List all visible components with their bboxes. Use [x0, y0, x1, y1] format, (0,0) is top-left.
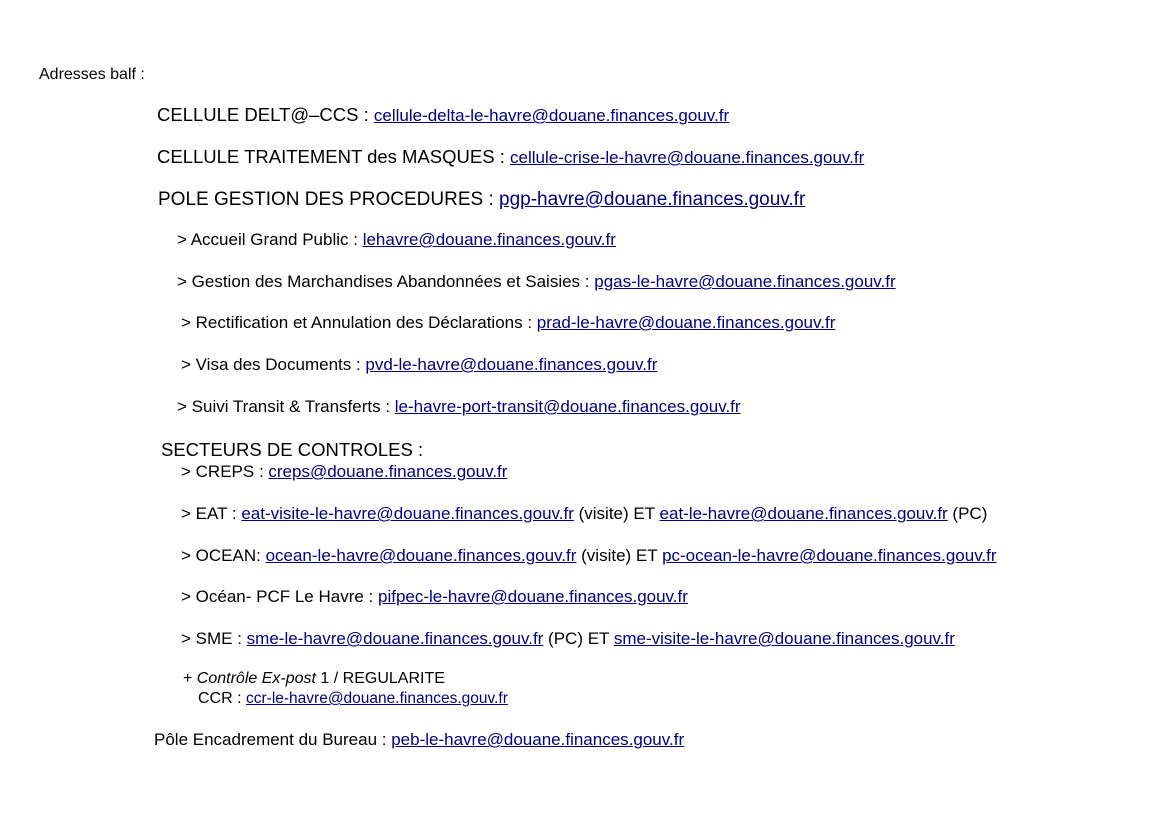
marchandises-email-link[interactable]: pgas-le-havre@douane.finances.gouv.fr — [594, 272, 896, 291]
sme-visite-email-link[interactable]: sme-visite-le-havre@douane.finances.gouv.fr — [613, 629, 955, 648]
ocean-pc-email-link[interactable]: pc-ocean-le-havre@douane.finances.gouv.fr — [662, 546, 997, 565]
pole-encadrement-row — [154, 731, 684, 748]
transit-row — [177, 398, 741, 415]
rectification-email-link[interactable]: prad-le-havre@douane.finances.gouv.fr — [536, 313, 836, 332]
pole-gestion-row — [158, 190, 805, 209]
cellule-masques-label: CELLULE TRAITEMENT des MASQUES : — [157, 146, 510, 167]
secteurs-heading: SECTEURS DE CONTROLES : — [161, 439, 424, 460]
rectification-label: > Rectification et Annulation des Déclarations : — [181, 313, 537, 332]
pole-encadrement-label: Pôle Encadrement du Bureau : — [154, 730, 392, 749]
ccr-email-link[interactable]: ccr-le-havre@douane.finances.gouv.fr — [246, 690, 508, 707]
cellule-masques-row — [157, 148, 864, 167]
sme-middle-text: (PC) ET — [543, 629, 614, 648]
eat-row — [181, 505, 987, 522]
controle-prefix: + — [183, 670, 197, 687]
controle-row — [183, 671, 445, 687]
controle-suffix: 1 / REGULARITE — [315, 670, 445, 687]
marchandises-row — [177, 273, 896, 290]
creps-email-link[interactable]: creps@douane.finances.gouv.fr — [268, 462, 508, 481]
transit-email-link[interactable]: le-havre-port-transit@douane.finances.gouv.fr — [394, 397, 741, 416]
ocean-pcf-email-link[interactable]: pifpec-le-havre@douane.finances.gouv.fr — [378, 587, 688, 606]
eat-suffix-text: (PC) — [947, 504, 988, 523]
marchandises-label: > Gestion des Marchandises Abandonnées et Saisies : — [177, 272, 595, 291]
creps-row — [181, 463, 507, 480]
cellule-masques-email-link[interactable]: cellule-crise-le-havre@douane.finances.gouv.fr — [509, 148, 865, 167]
cellule-delta-email-link[interactable]: cellule-delta-le-havre@douane.finances.gouv.fr — [373, 106, 730, 125]
eat-middle-text: (visite) ET — [573, 504, 660, 523]
accueil-row — [177, 231, 616, 248]
creps-label: > CREPS : — [181, 462, 269, 481]
ocean-middle-text: (visite) ET — [576, 546, 663, 565]
transit-label: > Suivi Transit & Transferts : — [177, 397, 395, 416]
sme-pc-email-link[interactable]: sme-le-havre@douane.finances.gouv.fr — [246, 629, 544, 648]
intro-heading: Adresses balf : — [39, 66, 145, 83]
eat-label: > EAT : — [181, 504, 242, 523]
ocean-label: > OCEAN: — [181, 546, 266, 565]
ccr-label: CCR : — [198, 690, 246, 707]
eat-pc-email-link[interactable]: eat-le-havre@douane.finances.gouv.fr — [659, 504, 948, 523]
accueil-label: > Accueil Grand Public : — [177, 230, 363, 249]
cellule-delta-label: CELLULE DELT@–CCS : — [157, 104, 374, 125]
visa-row — [181, 356, 657, 373]
accueil-email-link[interactable]: lehavre@douane.finances.gouv.fr — [362, 230, 616, 249]
sme-label: > SME : — [181, 629, 247, 648]
ocean-pcf-row — [181, 588, 688, 605]
pole-gestion-label: POLE GESTION DES PROCEDURES : — [158, 189, 500, 210]
ocean-pcf-label: > Océan- PCF Le Havre : — [181, 587, 378, 606]
ocean-row — [181, 547, 997, 564]
cellule-delta-row — [157, 106, 729, 125]
ccr-row — [198, 691, 508, 707]
rectification-row — [181, 314, 835, 331]
eat-visite-email-link[interactable]: eat-visite-le-havre@douane.finances.gouv.fr — [241, 504, 574, 523]
pole-gestion-email-link[interactable]: pgp-havre@douane.finances.gouv.fr — [499, 189, 806, 210]
pole-encadrement-email-link[interactable]: peb-le-havre@douane.finances.gouv.fr — [391, 730, 685, 749]
sme-row — [181, 630, 955, 647]
ocean-visite-email-link[interactable]: ocean-le-havre@douane.finances.gouv.fr — [265, 546, 577, 565]
visa-label: > Visa des Documents : — [181, 355, 366, 374]
visa-email-link[interactable]: pvd-le-havre@douane.finances.gouv.fr — [365, 355, 658, 374]
controle-italic-label: Contrôle Ex-post — [196, 670, 316, 687]
